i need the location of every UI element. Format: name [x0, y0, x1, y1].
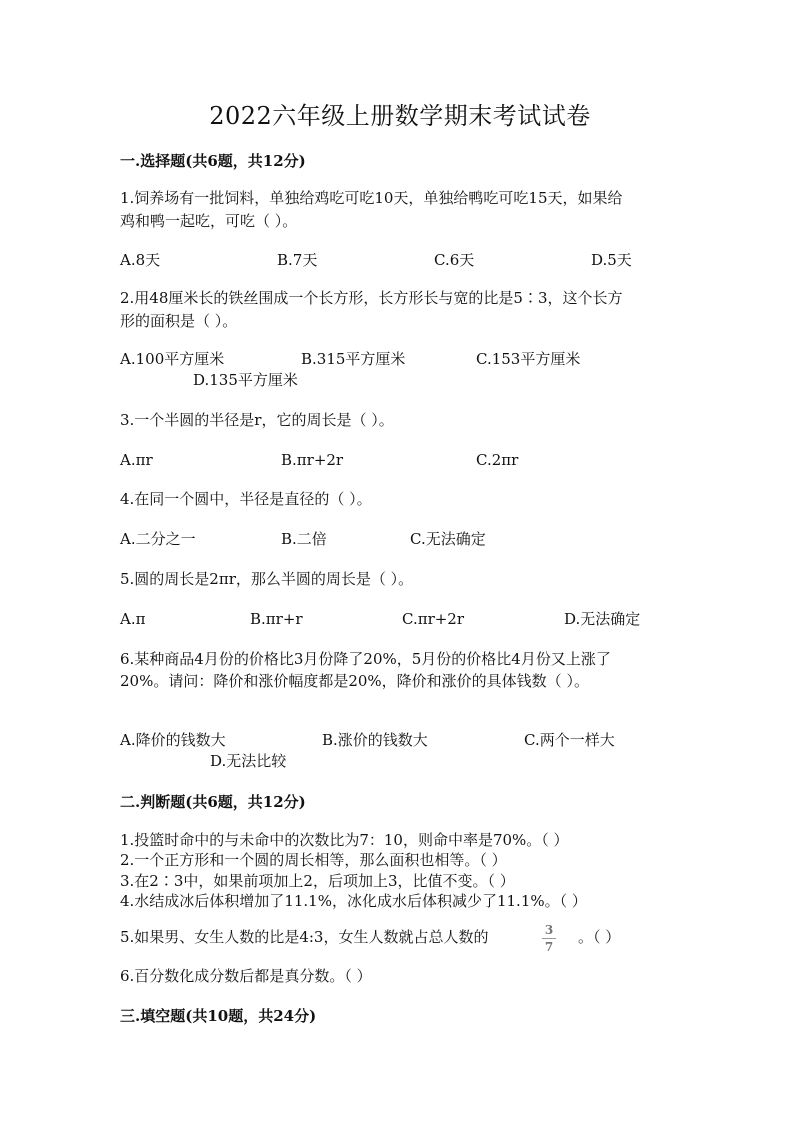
question-1-option-d: D.5天	[591, 251, 632, 269]
exam-title: 2022六年级上册数学期末考试试卷	[209, 102, 591, 130]
judge-question-2: 2.一个正方形和一个圆的周长相等，那么面积也相等。（ ）	[120, 851, 507, 869]
section-heading-fill: 三.填空题(共10题，共24分)	[120, 1007, 317, 1025]
question-3-option-b: B.πr+2r	[281, 451, 344, 469]
question-1-option-b: B.7天	[277, 251, 318, 269]
question-6-option-c: C.两个一样大	[524, 731, 615, 749]
question-5-line-1: 5.圆的周长是2πr，那么半圆的周长是（ ）。	[120, 570, 414, 588]
question-2-option-c: C.153平方厘米	[476, 350, 581, 368]
question-4-option-a: A.二分之一	[120, 530, 196, 548]
question-3-option-a: A.πr	[120, 451, 153, 469]
question-6-option-a: A.降价的钱数大	[120, 731, 226, 749]
judge-question-1: 1.投篮时命中的与未命中的次数比为7：10，则命中率是70%。（ ）	[120, 831, 569, 849]
question-4-line-1: 4.在同一个圆中，半径是直径的（ ）。	[120, 490, 372, 508]
question-4-option-c: C.无法确定	[410, 530, 486, 548]
section-heading-judge: 二.判断题(共6题，共12分)	[120, 793, 306, 811]
question-2-option-a: A.100平方厘米	[120, 350, 225, 368]
question-1-line-1: 1.饲养场有一批饲料，单独给鸡吃可吃10天，单独给鸭吃可吃15天，如果给	[120, 189, 623, 207]
fraction-bar	[542, 938, 556, 939]
question-1-line-2: 鸡和鸭一起吃，可吃（ ）。	[120, 212, 298, 230]
judge-question-4: 4.水结成冰后体积增加了11.1%，冰化成水后体积减少了11.1%。（ ）	[120, 892, 587, 910]
judge-question-5-tail: 。（ ）	[578, 928, 621, 946]
question-1-option-c: C.6天	[434, 251, 475, 269]
question-5-option-c: C.πr+2r	[402, 610, 465, 628]
question-6-line-2: 20%。请问：降价和涨价幅度都是20%，降价和涨价的具体钱数（ ）。	[120, 672, 589, 690]
question-6-option-d: D.无法比较	[210, 752, 287, 770]
question-2-option-d: D.135平方厘米	[193, 371, 298, 389]
question-5-option-b: B.πr+r	[250, 610, 303, 628]
judge-question-5: 5.如果男、女生人数的比是4:3，女生人数就占总人数的	[120, 928, 489, 946]
question-2-option-b: B.315平方厘米	[301, 350, 406, 368]
question-4-option-b: B.二倍	[281, 530, 327, 548]
judge-question-6: 6.百分数化成分数后都是真分数。（ ）	[120, 967, 372, 985]
question-6-option-b: B.涨价的钱数大	[322, 731, 428, 749]
question-6-line-1: 6.某种商品4月份的价格比3月份降了20%，5月份的价格比4月份又上涨了	[120, 650, 611, 668]
question-1-option-a: A.8天	[120, 251, 161, 269]
judge-question-3: 3.在2∶3中，如果前项加上2，后项加上3，比值不变。（ ）	[120, 872, 515, 890]
question-5-option-d: D.无法确定	[564, 610, 641, 628]
question-2-line-1: 2.用48厘米长的铁丝围成一个长方形，长方形长与宽的比是5∶3，这个长方	[120, 289, 623, 307]
question-5-option-a: A.π	[120, 610, 146, 628]
question-2-line-2: 形的面积是（ ）。	[120, 312, 238, 330]
question-3-option-c: C.2πr	[476, 451, 519, 469]
question-3-line-1: 3.一个半圆的半径是r，它的周长是（ ）。	[120, 411, 394, 429]
fraction-numerator: 3	[544, 923, 554, 937]
section-heading-choice: 一.选择题(共6题，共12分)	[120, 152, 306, 170]
fraction-denominator: 7	[544, 940, 554, 954]
fraction-three-sevenths	[540, 923, 558, 954]
